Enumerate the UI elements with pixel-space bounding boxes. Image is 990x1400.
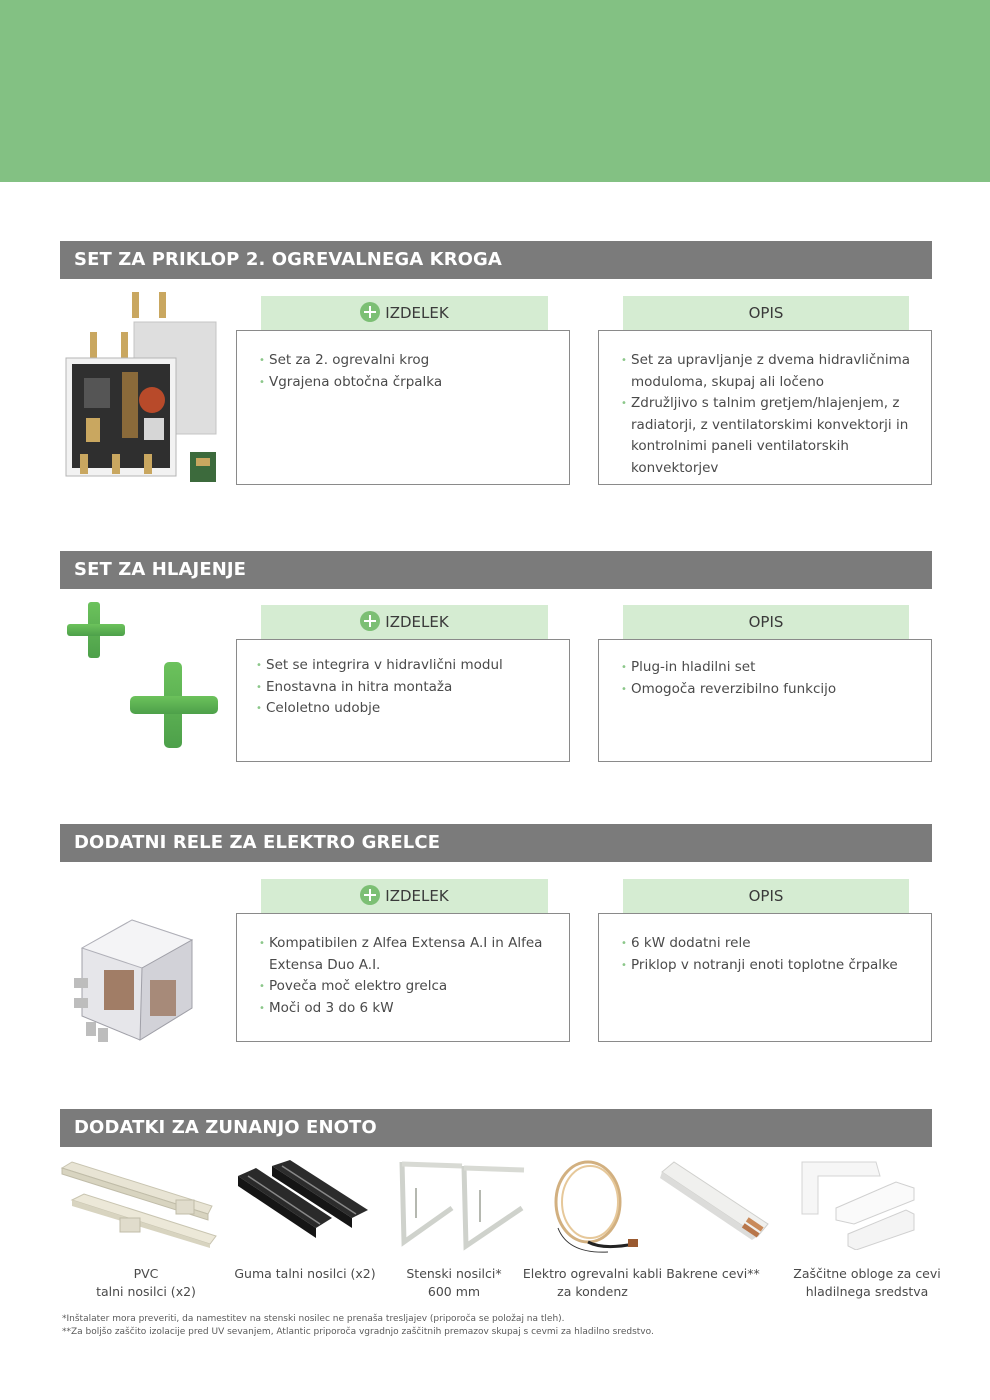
product-column-header <box>261 879 548 913</box>
description-box <box>598 639 932 762</box>
description-box <box>598 913 932 1042</box>
list-item: • Kompatibilen z Alfea Extensa A.I in Alfea Extensa Duo A.I. <box>259 933 559 976</box>
list-item: • Omogoča reverzibilno funkcijo <box>621 679 921 701</box>
accessory-line: Zaščitne obloge za cevi <box>793 1266 941 1281</box>
pvc-floor-support-image <box>60 1158 220 1248</box>
accessory-label-pipe-cover <box>786 1265 948 1300</box>
list-item: • Priklop v notranji enoti toplotne črpalke <box>621 955 921 977</box>
heating-cable-image <box>548 1158 648 1256</box>
list-item: • Moči od 3 do 6 kW <box>259 998 559 1020</box>
copper-pipes-image <box>660 1158 772 1244</box>
product-header-label: IZDELEK <box>385 304 449 322</box>
list-item: • Enostavna in hitra montaža <box>256 677 556 699</box>
product-header-label: IZDELEK <box>385 613 449 631</box>
list-item: • Set se integrira v hidravlični modul <box>256 655 556 677</box>
footnote-wall-bracket: *Inštalater mora preveriti, da namestitev na stenski nosilec ne prenaša tresljajev (priporoča se položaj na tleh). <box>62 1314 565 1324</box>
list-item: • Vgrajena obtočna črpalka <box>259 372 559 394</box>
green-plus-icon <box>64 598 224 753</box>
hydraulic-module-image <box>64 290 224 485</box>
top-green-band <box>0 0 990 182</box>
description-box <box>598 330 932 485</box>
product-box <box>236 639 570 762</box>
footnote-copper-pipes: **Za boljšo zaščito izolacije pred UV sevanjem, Atlantic priporoča vgradnjo zaščitnih premazov skupaj s cevmi za hladilno sredstvo. <box>62 1327 654 1337</box>
accessory-line: PVC <box>133 1266 159 1281</box>
accessory-line: Stenski nosilci* <box>406 1266 502 1281</box>
list-item: • Poveča moč elektro grelca <box>259 976 559 998</box>
section-title-cooling: SET ZA HLAJENJE <box>60 551 932 589</box>
wall-bracket-image <box>392 1158 528 1253</box>
description-column-header: OPIS <box>623 879 909 913</box>
product-column-header <box>261 605 548 639</box>
plus-icon <box>360 302 380 322</box>
plus-icon <box>360 885 380 905</box>
description-column-header: OPIS <box>623 296 909 330</box>
section-title-outdoor-accessories: DODATKI ZA ZUNANJO ENOTO <box>60 1109 932 1147</box>
accessory-label-wall-bracket <box>384 1265 524 1300</box>
accessory-label-rubber <box>230 1265 380 1283</box>
pipe-cover-image <box>796 1158 918 1250</box>
list-item: • 6 kW dodatni rele <box>621 933 921 955</box>
accessory-line: 600 mm <box>427 1283 481 1299</box>
product-box <box>236 330 570 485</box>
section-title-relay: DODATNI RELE ZA ELEKTRO GRELCE <box>60 824 932 862</box>
list-item: • Plug-in hladilni set <box>621 657 921 679</box>
product-column-header <box>261 296 548 330</box>
accessory-line: Bakrene cevi** <box>666 1266 760 1281</box>
section-title-second-circuit: SET ZA PRIKLOP 2. OGREVALNEGA KROGA <box>60 241 932 279</box>
accessory-label-pvc <box>76 1265 216 1300</box>
relay-image <box>70 912 200 1047</box>
product-box <box>236 913 570 1042</box>
accessory-line: talni nosilci (x2) <box>96 1283 196 1299</box>
accessory-label-copper-pipes <box>662 1265 764 1283</box>
accessory-line: Elektro ogrevalni kabli <box>522 1266 663 1281</box>
accessory-label-heating-cable <box>520 1265 665 1300</box>
plus-icon <box>360 611 380 631</box>
accessory-line: za kondenz <box>557 1283 628 1299</box>
list-item: • Set za 2. ogrevalni krog <box>259 350 559 372</box>
accessory-line: hladilnega sredstva <box>805 1283 929 1299</box>
rubber-floor-support-image <box>236 1158 372 1253</box>
product-header-label: IZDELEK <box>385 887 449 905</box>
description-column-header: OPIS <box>623 605 909 639</box>
list-item: • Združljivo s talnim gretjem/hlajenjem, z radiatorji, z ventilatorskimi konvektorji in kontrolnimi paneli ventilatorskih konvektorjev <box>621 393 921 479</box>
accessory-line: Guma talni nosilci (x2) <box>234 1266 376 1281</box>
list-item: • Celoletno udobje <box>256 698 556 720</box>
list-item: • Set za upravljanje z dvema hidravličnima moduloma, skupaj ali ločeno <box>621 350 921 393</box>
